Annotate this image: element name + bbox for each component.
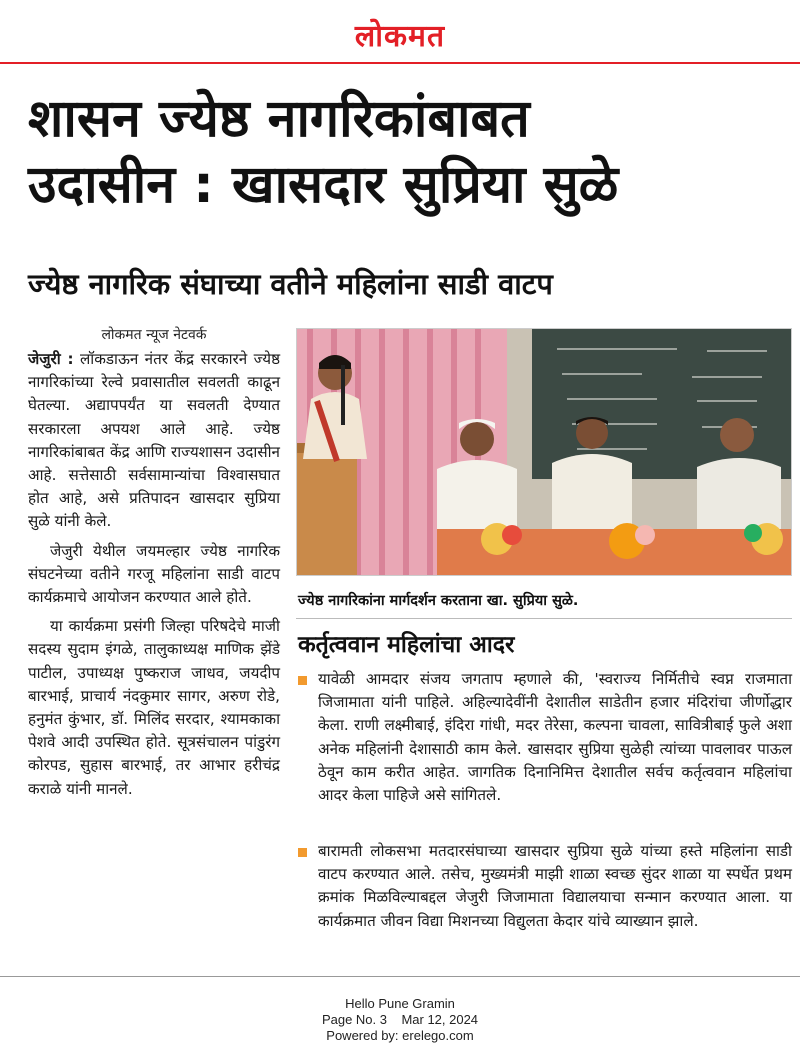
event-photo-illustration: [297, 329, 792, 576]
event-photo: [296, 328, 792, 576]
headline-line-1: शासन ज्येष्ठ नागरिकांबाबत: [28, 89, 530, 149]
footer-divider: [0, 976, 800, 977]
bullet-paragraph-1: [298, 668, 792, 807]
dateline: जेजुरी :: [28, 350, 74, 368]
bullet-paragraph-2: [298, 840, 792, 933]
masthead-rule: [0, 62, 800, 64]
square-bullet-icon: [298, 676, 307, 685]
article-paragraph-2: जेजुरी येथील जयमल्हार ज्येष्ठ नागरिक संघटनेच्या वतीने गरजू महिलांना साडी वाटप कार्यक्रमाचे आयोजन करण्यात आले होते.: [28, 541, 280, 607]
photo-caption: ज्येष्ठ नागरिकांना मार्गदर्शन करताना खा. सुप्रिया सुळे.: [298, 593, 579, 609]
caption-divider: [296, 618, 792, 619]
article-paragraph-3: या कार्यक्रमा प्रसंगी जिल्हा परिषदेचे माजी सदस्य सुदाम इंगळे, तालुकाध्यक्ष माणिक झेंडे पाटील, उपाध्यक्ष पुष्कराज जाधव, जयदीप बारभाई, प्राचार्य नंदकुमार सागर, अरुण रोडे, हनुमंत कुंभार, डॉ. मिलिंद सरदार, श्यामकाका पेशवे आदी उपस्थित होते. सूत्रसंचालन पांडुरंग कोरपड, सुहास बारभाई, तर आभार हरीचंद्र कराळे यांनी मानले.: [28, 617, 280, 798]
headline-line-2: उदासीन : खासदार सुप्रिया सुळे: [28, 155, 619, 215]
bullet-paragraph-2-text: बारामती लोकसभा मतदारसंघाच्या खासदार सुप्रिया सुळे यांच्या हस्ते महिलांना साडी वाटप करण्यात आले. तसेच, मुख्यमंत्री माझी शाळा स्वच्छ सुंदर शाळा या स्पर्धेत प्रथम क्रमांक मिळविल्याबद्दल जेजुरी जिजामाता विद्यालयाचा सन्मान करण्यात आला. या कार्यक्रमात जीवन विद्या मिशनच्या विद्युलता केदार यांचे व्याख्यान झाले.: [318, 842, 792, 930]
bullet-paragraph-1-text: यावेळी आमदार संजय जगताप म्हणाले की, 'स्वराज्य निर्मितीचे स्वप्न राजमाता जिजामाता यांनी पाहिले. अहिल्यादेवींनी देशातील साडेतीन हजार मंदिरांचा जीर्णोद्धार केला. राणी लक्ष्मीबाई, इंदिरा गांधी, मदर तेरेसा, कल्पना चावला, सावित्रीबाई फुले अशा अनेक महिलांनी देशासाठी काम केले. खासदार सुप्रिया सुळेही त्यांच्या पावलावर पाऊल ठेवून काम करीत आहेत. जागतिक दिनानिमित्त देशातील सर्वच कर्तृत्ववान महिलांचा आदर केला पाहिजे असे सांगितले.: [318, 670, 792, 805]
article-paragraph-1: [28, 348, 280, 534]
masthead: [0, 0, 800, 62]
paragraph-1-text: लॉकडाऊन नंतर केंद्र सरकारने ज्येष्ठ नागरिकांच्या रेल्वे प्रवासातील सवलती काढून घेतल्या. अद्यापपर्यंत या सवलती देण्यात सरकारला अपयश आले आहे. ज्येष्ठ नागरिकांबाबत केंद्र आणि राज्यशासन उदासीन आहे. सत्तेसाठी सर्वसामान्यांचा विश्वासघात होत आहे, असे प्रतिपादन खासदार सुप्रिया सुळे यांनी केले.: [28, 350, 281, 531]
footer-page-no: Page No. 3: [321, 1012, 387, 1027]
section-heading: कर्तृत्ववान महिलांचा आदर: [298, 632, 515, 658]
byline: लोकमत न्यूज नेटवर्क: [101, 327, 207, 343]
square-bullet-icon: [298, 848, 307, 857]
page-footer: [0, 996, 800, 1044]
article-body-column: [28, 324, 280, 807]
footer-powered-by: Powered by: erelego.com: [326, 1028, 474, 1043]
footer-page-date: [0, 1012, 800, 1028]
subheadline: ज्येष्ठ नागरिक संघाच्या वतीने महिलांना साडी वाटप: [28, 267, 553, 301]
footer-date: Mar 12, 2024: [401, 1012, 479, 1027]
headline: [28, 86, 778, 218]
footer-edition: Hello Pune Gramin: [345, 996, 455, 1011]
newspaper-logo: लोकमत: [354, 19, 446, 54]
